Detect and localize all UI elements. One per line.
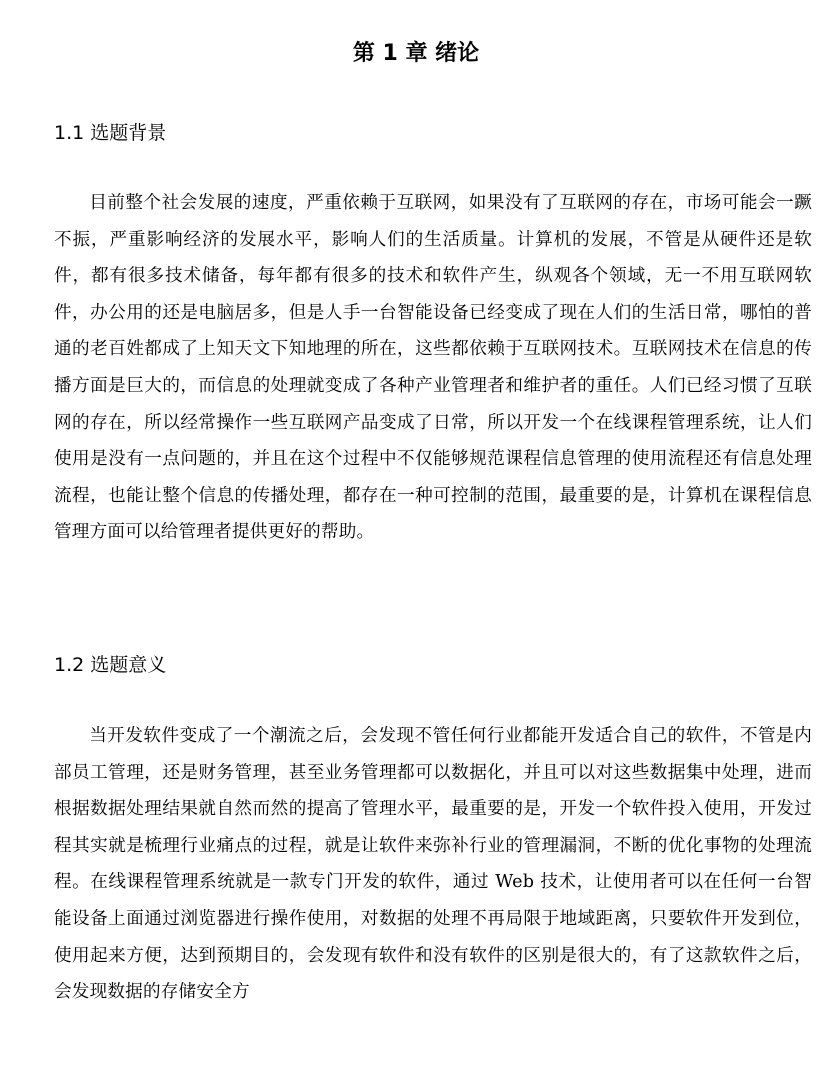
paragraph-background: 目前整个社会发展的速度，严重依赖于互联网，如果没有了互联网的存在，市场可能会一蹶不振，严重影响经济的发展水平，影响人们的生活质量。计算机的发展，不管是从硬件还是软件，都有很多技术储备，每年都有很多的技术和软件产生，纵观各个领域，无一不用互联网软件，办公用的还是电脑居多，但是人手一台智能设备已经变成了现在人们的生活日常，哪怕的普通的老百姓都成了上知天文下知地理的所在，这些都依赖于互联网技术。互联网技术在信息的传播方面是巨大的，而信息的处理就变成了各种产业管理者和维护者的重任。人们已经习惯了互联网的存在，所以经常操作一些互联网产品变成了日常，所以开发一个在线课程管理系统，让人们使用是没有一点问题的，并且在这个过程中不仅能够规范课程信息管理的使用流程还有信息处理流程，也能让整个信息的传播处理，都存在一种可控制的范围，最重要的是，计算机在课程信息管理方面可以给管理者提供更好的帮助。 xyxy=(54,193,812,543)
paragraph-significance: 当开发软件变成了一个潮流之后，会发现不管任何行业都能开发适合自己的软件，不管是内部员工管理，还是财务管理，甚至业务管理都可以数据化，并且可以对这些数据集中处理，进而根据数据处理结果就自然而然的提高了管理水平，最重要的是，开发一个软件投入使用，开发过程其实就是梳理行业痛点的过程，就是让软件来弥补行业的管理漏洞，不断的优化事物的处理流程。在线课程管理系统就是一款专门开发的软件，通过 Web 技术，让使用者可以在任何一台智能设备上面通过浏览器进行操作使用，对数据的处理不再局限于地域距离，只要软件开发到位，使用起来方便，达到预期目的，会发现有软件和没有软件的区别是很大的，有了这款软件之后，会发现数据的存储安全方 xyxy=(54,726,812,1003)
section-heading-significance: 1.2 选题意义 xyxy=(54,654,167,676)
chapter-title: 第 1 章 绪论 xyxy=(352,41,480,66)
section-heading-background: 1.1 选题背景 xyxy=(54,122,167,144)
